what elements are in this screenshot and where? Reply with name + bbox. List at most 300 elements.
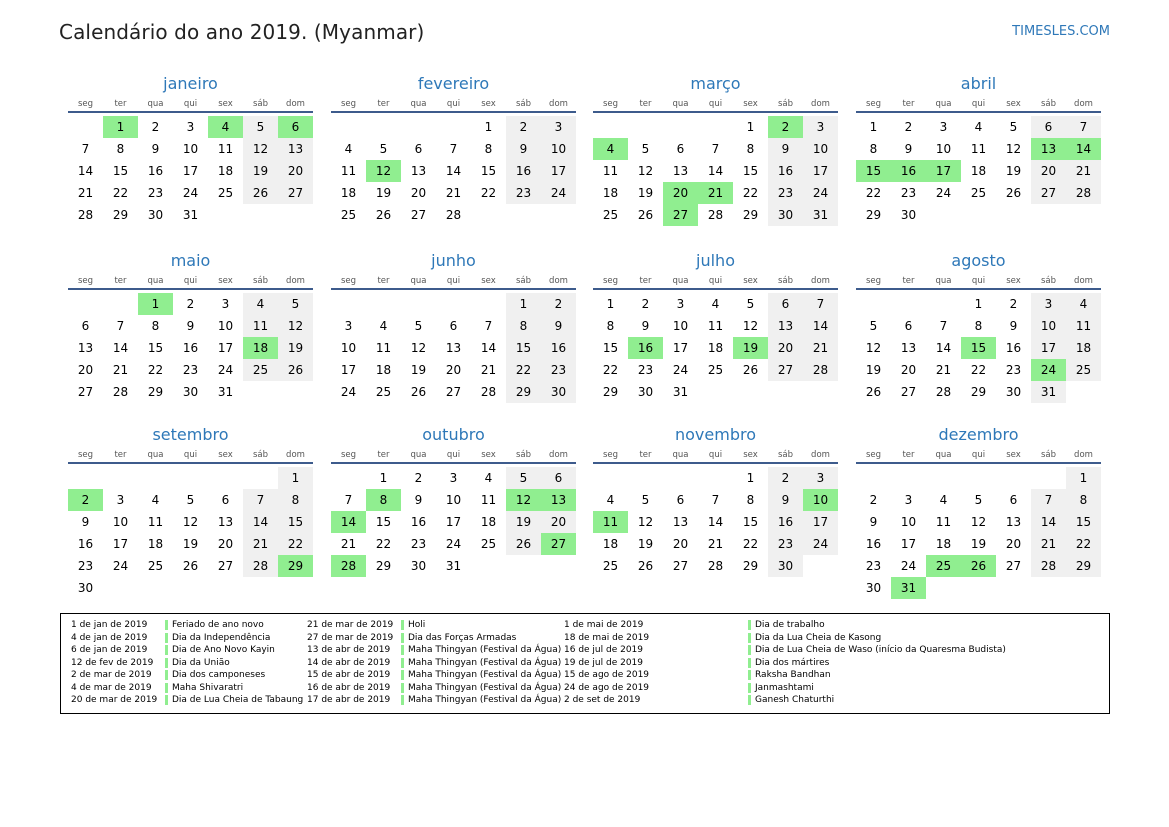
day-cell[interactable]: 4 xyxy=(379,319,388,333)
day-cell[interactable]: 29 xyxy=(1066,555,1101,577)
day-cell[interactable]: 20 xyxy=(217,537,234,551)
day-cell[interactable]: 15 xyxy=(278,511,313,533)
day-cell[interactable]: 19 xyxy=(637,537,654,551)
day-cell[interactable]: 21 xyxy=(445,186,462,200)
day-cell[interactable]: 22 xyxy=(865,186,882,200)
day-cell[interactable]: 27 xyxy=(672,559,689,573)
day-cell[interactable]: 19 xyxy=(375,186,392,200)
day-cell[interactable]: 26 xyxy=(865,385,882,399)
day-cell[interactable]: 31 xyxy=(672,385,689,399)
day-cell[interactable]: 24 xyxy=(803,533,838,555)
day-cell[interactable]: 26 xyxy=(375,208,392,222)
day-cell[interactable]: 19 xyxy=(865,363,882,377)
day-cell[interactable]: 4 xyxy=(939,493,948,507)
holiday-day[interactable]: 4 xyxy=(593,138,628,160)
day-cell[interactable]: 22 xyxy=(375,537,392,551)
day-cell[interactable]: 2 xyxy=(151,120,160,134)
day-cell[interactable]: 21 xyxy=(480,363,497,377)
day-cell[interactable]: 19 xyxy=(506,511,541,533)
day-cell[interactable]: 26 xyxy=(742,363,759,377)
day-cell[interactable]: 22 xyxy=(147,363,164,377)
holiday-day[interactable]: 20 xyxy=(663,182,698,204)
day-cell[interactable]: 3 xyxy=(1031,293,1066,315)
day-cell[interactable]: 13 xyxy=(445,341,462,355)
day-cell[interactable]: 10 xyxy=(445,493,462,507)
day-cell[interactable]: 29 xyxy=(865,208,882,222)
day-cell[interactable]: 27 xyxy=(1031,182,1066,204)
holiday-day[interactable]: 16 xyxy=(891,160,926,182)
day-cell[interactable]: 30 xyxy=(900,208,917,222)
day-cell[interactable]: 21 xyxy=(340,537,357,551)
holiday-day[interactable]: 15 xyxy=(856,160,891,182)
day-cell[interactable]: 23 xyxy=(768,533,803,555)
day-cell[interactable]: 6 xyxy=(449,319,458,333)
day-cell[interactable]: 31 xyxy=(803,204,838,226)
day-cell[interactable]: 25 xyxy=(243,359,278,381)
day-cell[interactable]: 3 xyxy=(803,116,838,138)
day-cell[interactable]: 17 xyxy=(672,341,689,355)
day-cell[interactable]: 28 xyxy=(1066,182,1101,204)
day-cell[interactable]: 29 xyxy=(112,208,129,222)
day-cell[interactable]: 4 xyxy=(974,120,983,134)
holiday-day[interactable]: 10 xyxy=(803,489,838,511)
day-cell[interactable]: 30 xyxy=(541,381,576,403)
day-cell[interactable]: 10 xyxy=(112,515,129,529)
day-cell[interactable]: 20 xyxy=(410,186,427,200)
day-cell[interactable]: 20 xyxy=(1005,537,1022,551)
day-cell[interactable]: 4 xyxy=(484,471,493,485)
day-cell[interactable]: 1 xyxy=(746,471,755,485)
day-cell[interactable]: 24 xyxy=(900,559,917,573)
day-cell[interactable]: 2 xyxy=(414,471,423,485)
holiday-day[interactable]: 19 xyxy=(733,337,768,359)
day-cell[interactable]: 14 xyxy=(112,341,129,355)
day-cell[interactable]: 16 xyxy=(541,337,576,359)
day-cell[interactable]: 7 xyxy=(484,319,493,333)
day-cell[interactable]: 15 xyxy=(1066,511,1101,533)
day-cell[interactable]: 13 xyxy=(672,515,689,529)
day-cell[interactable]: 26 xyxy=(506,533,541,555)
day-cell[interactable]: 31 xyxy=(1031,381,1066,403)
day-cell[interactable]: 1 xyxy=(278,467,313,489)
day-cell[interactable]: 18 xyxy=(602,537,619,551)
day-cell[interactable]: 5 xyxy=(414,319,423,333)
day-cell[interactable]: 11 xyxy=(243,315,278,337)
day-cell[interactable]: 25 xyxy=(147,559,164,573)
day-cell[interactable]: 19 xyxy=(182,537,199,551)
day-cell[interactable]: 10 xyxy=(1031,315,1066,337)
day-cell[interactable]: 22 xyxy=(970,363,987,377)
day-cell[interactable]: 12 xyxy=(637,164,654,178)
day-cell[interactable]: 9 xyxy=(186,319,195,333)
day-cell[interactable]: 10 xyxy=(900,515,917,529)
day-cell[interactable]: 15 xyxy=(480,164,497,178)
day-cell[interactable]: 11 xyxy=(707,319,724,333)
holiday-day[interactable]: 2 xyxy=(68,489,103,511)
day-cell[interactable]: 1 xyxy=(484,120,493,134)
day-cell[interactable]: 15 xyxy=(112,164,129,178)
day-cell[interactable]: 13 xyxy=(410,164,427,178)
day-cell[interactable]: 28 xyxy=(243,555,278,577)
day-cell[interactable]: 24 xyxy=(217,363,234,377)
day-cell[interactable]: 3 xyxy=(904,493,913,507)
day-cell[interactable]: 8 xyxy=(151,319,160,333)
day-cell[interactable]: 6 xyxy=(81,319,90,333)
day-cell[interactable]: 11 xyxy=(340,164,357,178)
day-cell[interactable]: 9 xyxy=(541,315,576,337)
day-cell[interactable]: 21 xyxy=(803,337,838,359)
day-cell[interactable]: 23 xyxy=(182,363,199,377)
day-cell[interactable]: 21 xyxy=(243,533,278,555)
day-cell[interactable]: 13 xyxy=(278,138,313,160)
day-cell[interactable]: 15 xyxy=(506,337,541,359)
day-cell[interactable]: 12 xyxy=(970,515,987,529)
day-cell[interactable]: 16 xyxy=(147,164,164,178)
day-cell[interactable]: 26 xyxy=(410,385,427,399)
day-cell[interactable]: 7 xyxy=(344,493,353,507)
day-cell[interactable]: 25 xyxy=(340,208,357,222)
day-cell[interactable]: 14 xyxy=(77,164,94,178)
holiday-day[interactable]: 15 xyxy=(961,337,996,359)
holiday-day[interactable]: 12 xyxy=(506,489,541,511)
day-cell[interactable]: 11 xyxy=(375,341,392,355)
day-cell[interactable]: 14 xyxy=(803,315,838,337)
day-cell[interactable]: 23 xyxy=(541,359,576,381)
day-cell[interactable]: 17 xyxy=(217,341,234,355)
day-cell[interactable]: 31 xyxy=(217,385,234,399)
day-cell[interactable]: 23 xyxy=(865,559,882,573)
day-cell[interactable]: 18 xyxy=(707,341,724,355)
day-cell[interactable]: 29 xyxy=(970,385,987,399)
holiday-day[interactable]: 25 xyxy=(926,555,961,577)
day-cell[interactable]: 5 xyxy=(243,116,278,138)
day-cell[interactable]: 5 xyxy=(641,493,650,507)
holiday-day[interactable]: 16 xyxy=(628,337,663,359)
day-cell[interactable]: 30 xyxy=(637,385,654,399)
day-cell[interactable]: 11 xyxy=(602,164,619,178)
day-cell[interactable]: 9 xyxy=(414,493,423,507)
day-cell[interactable]: 11 xyxy=(935,515,952,529)
day-cell[interactable]: 1 xyxy=(606,297,615,311)
day-cell[interactable]: 22 xyxy=(742,537,759,551)
day-cell[interactable]: 25 xyxy=(480,537,497,551)
day-cell[interactable]: 28 xyxy=(707,208,724,222)
day-cell[interactable]: 8 xyxy=(278,489,313,511)
day-cell[interactable]: 17 xyxy=(1031,337,1066,359)
day-cell[interactable]: 30 xyxy=(1005,385,1022,399)
day-cell[interactable]: 28 xyxy=(445,208,462,222)
day-cell[interactable]: 24 xyxy=(803,182,838,204)
day-cell[interactable]: 11 xyxy=(147,515,164,529)
day-cell[interactable]: 27 xyxy=(768,359,803,381)
day-cell[interactable]: 9 xyxy=(506,138,541,160)
day-cell[interactable]: 28 xyxy=(480,385,497,399)
day-cell[interactable]: 7 xyxy=(81,142,90,156)
holiday-day[interactable]: 21 xyxy=(698,182,733,204)
day-cell[interactable]: 29 xyxy=(147,385,164,399)
day-cell[interactable]: 12 xyxy=(243,138,278,160)
holiday-day[interactable]: 26 xyxy=(961,555,996,577)
day-cell[interactable]: 9 xyxy=(81,515,90,529)
day-cell[interactable]: 25 xyxy=(375,385,392,399)
day-cell[interactable]: 30 xyxy=(410,559,427,573)
day-cell[interactable]: 25 xyxy=(602,559,619,573)
day-cell[interactable]: 5 xyxy=(641,142,650,156)
day-cell[interactable]: 30 xyxy=(865,581,882,595)
holiday-day[interactable]: 4 xyxy=(208,116,243,138)
day-cell[interactable]: 19 xyxy=(1005,164,1022,178)
day-cell[interactable]: 15 xyxy=(742,515,759,529)
day-cell[interactable]: 5 xyxy=(379,142,388,156)
day-cell[interactable]: 16 xyxy=(768,160,803,182)
day-cell[interactable]: 17 xyxy=(112,537,129,551)
day-cell[interactable]: 26 xyxy=(182,559,199,573)
holiday-day[interactable]: 1 xyxy=(138,293,173,315)
day-cell[interactable]: 9 xyxy=(768,138,803,160)
day-cell[interactable]: 19 xyxy=(970,537,987,551)
holiday-day[interactable]: 6 xyxy=(278,116,313,138)
day-cell[interactable]: 26 xyxy=(243,182,278,204)
day-cell[interactable]: 7 xyxy=(711,142,720,156)
day-cell[interactable]: 2 xyxy=(904,120,913,134)
day-cell[interactable]: 6 xyxy=(676,493,685,507)
day-cell[interactable]: 13 xyxy=(672,164,689,178)
day-cell[interactable]: 9 xyxy=(1009,319,1018,333)
day-cell[interactable]: 3 xyxy=(803,467,838,489)
day-cell[interactable]: 6 xyxy=(904,319,913,333)
day-cell[interactable]: 1 xyxy=(1066,467,1101,489)
day-cell[interactable]: 4 xyxy=(243,293,278,315)
holiday-day[interactable]: 28 xyxy=(331,555,366,577)
day-cell[interactable]: 8 xyxy=(746,142,755,156)
day-cell[interactable]: 24 xyxy=(340,385,357,399)
holiday-day[interactable]: 31 xyxy=(891,577,926,599)
day-cell[interactable]: 23 xyxy=(147,186,164,200)
holiday-day[interactable]: 27 xyxy=(663,204,698,226)
day-cell[interactable]: 23 xyxy=(410,537,427,551)
day-cell[interactable]: 14 xyxy=(445,164,462,178)
day-cell[interactable]: 14 xyxy=(935,341,952,355)
holiday-day[interactable]: 14 xyxy=(331,511,366,533)
day-cell[interactable]: 25 xyxy=(217,186,234,200)
day-cell[interactable]: 20 xyxy=(445,363,462,377)
day-cell[interactable]: 18 xyxy=(1066,337,1101,359)
day-cell[interactable]: 10 xyxy=(182,142,199,156)
day-cell[interactable]: 8 xyxy=(116,142,125,156)
day-cell[interactable]: 1 xyxy=(869,120,878,134)
day-cell[interactable]: 4 xyxy=(711,297,720,311)
day-cell[interactable]: 3 xyxy=(221,297,230,311)
day-cell[interactable]: 14 xyxy=(243,511,278,533)
day-cell[interactable]: 17 xyxy=(182,164,199,178)
day-cell[interactable]: 9 xyxy=(768,489,803,511)
day-cell[interactable]: 30 xyxy=(182,385,199,399)
day-cell[interactable]: 23 xyxy=(506,182,541,204)
day-cell[interactable]: 13 xyxy=(768,315,803,337)
day-cell[interactable]: 20 xyxy=(672,537,689,551)
holiday-day[interactable]: 8 xyxy=(366,489,401,511)
day-cell[interactable]: 15 xyxy=(375,515,392,529)
day-cell[interactable]: 6 xyxy=(1031,116,1066,138)
day-cell[interactable]: 20 xyxy=(900,363,917,377)
day-cell[interactable]: 17 xyxy=(541,160,576,182)
day-cell[interactable]: 5 xyxy=(869,319,878,333)
day-cell[interactable]: 28 xyxy=(935,385,952,399)
day-cell[interactable]: 24 xyxy=(541,182,576,204)
day-cell[interactable]: 3 xyxy=(449,471,458,485)
day-cell[interactable]: 8 xyxy=(606,319,615,333)
day-cell[interactable]: 12 xyxy=(410,341,427,355)
day-cell[interactable]: 21 xyxy=(1066,160,1101,182)
day-cell[interactable]: 2 xyxy=(506,116,541,138)
day-cell[interactable]: 25 xyxy=(602,208,619,222)
day-cell[interactable]: 18 xyxy=(935,537,952,551)
day-cell[interactable]: 9 xyxy=(151,142,160,156)
day-cell[interactable]: 4 xyxy=(606,493,615,507)
day-cell[interactable]: 1 xyxy=(506,293,541,315)
day-cell[interactable]: 8 xyxy=(869,142,878,156)
day-cell[interactable]: 28 xyxy=(77,208,94,222)
day-cell[interactable]: 27 xyxy=(217,559,234,573)
day-cell[interactable]: 17 xyxy=(803,511,838,533)
day-cell[interactable]: 29 xyxy=(375,559,392,573)
day-cell[interactable]: 28 xyxy=(707,559,724,573)
day-cell[interactable]: 23 xyxy=(900,186,917,200)
day-cell[interactable]: 10 xyxy=(541,138,576,160)
day-cell[interactable]: 7 xyxy=(803,293,838,315)
day-cell[interactable]: 16 xyxy=(1005,341,1022,355)
day-cell[interactable]: 5 xyxy=(974,493,983,507)
day-cell[interactable]: 8 xyxy=(506,315,541,337)
day-cell[interactable]: 7 xyxy=(939,319,948,333)
day-cell[interactable]: 4 xyxy=(1066,293,1101,315)
day-cell[interactable]: 9 xyxy=(641,319,650,333)
holiday-day[interactable]: 13 xyxy=(541,489,576,511)
day-cell[interactable]: 31 xyxy=(182,208,199,222)
day-cell[interactable]: 6 xyxy=(1009,493,1018,507)
day-cell[interactable]: 24 xyxy=(935,186,952,200)
day-cell[interactable]: 16 xyxy=(410,515,427,529)
day-cell[interactable]: 3 xyxy=(541,116,576,138)
day-cell[interactable]: 14 xyxy=(480,341,497,355)
day-cell[interactable]: 13 xyxy=(77,341,94,355)
day-cell[interactable]: 10 xyxy=(803,138,838,160)
day-cell[interactable]: 6 xyxy=(676,142,685,156)
day-cell[interactable]: 19 xyxy=(637,186,654,200)
day-cell[interactable]: 11 xyxy=(480,493,497,507)
day-cell[interactable]: 29 xyxy=(602,385,619,399)
day-cell[interactable]: 3 xyxy=(676,297,685,311)
day-cell[interactable]: 27 xyxy=(445,385,462,399)
day-cell[interactable]: 13 xyxy=(900,341,917,355)
day-cell[interactable]: 9 xyxy=(904,142,913,156)
day-cell[interactable]: 22 xyxy=(278,533,313,555)
day-cell[interactable]: 5 xyxy=(1009,120,1018,134)
day-cell[interactable]: 7 xyxy=(116,319,125,333)
day-cell[interactable]: 16 xyxy=(506,160,541,182)
day-cell[interactable]: 6 xyxy=(221,493,230,507)
day-cell[interactable]: 22 xyxy=(1066,533,1101,555)
holiday-day[interactable]: 17 xyxy=(926,160,961,182)
day-cell[interactable]: 16 xyxy=(768,511,803,533)
day-cell[interactable]: 16 xyxy=(182,341,199,355)
day-cell[interactable]: 17 xyxy=(445,515,462,529)
day-cell[interactable]: 7 xyxy=(711,493,720,507)
day-cell[interactable]: 1 xyxy=(746,120,755,134)
day-cell[interactable]: 11 xyxy=(970,142,987,156)
day-cell[interactable]: 8 xyxy=(974,319,983,333)
holiday-day[interactable]: 29 xyxy=(278,555,313,577)
day-cell[interactable]: 2 xyxy=(869,493,878,507)
day-cell[interactable]: 2 xyxy=(768,467,803,489)
day-cell[interactable]: 10 xyxy=(340,341,357,355)
day-cell[interactable]: 3 xyxy=(116,493,125,507)
day-cell[interactable]: 6 xyxy=(541,467,576,489)
day-cell[interactable]: 27 xyxy=(278,182,313,204)
holiday-day[interactable]: 24 xyxy=(1031,359,1066,381)
day-cell[interactable]: 22 xyxy=(602,363,619,377)
day-cell[interactable]: 22 xyxy=(506,359,541,381)
holiday-day[interactable]: 13 xyxy=(1031,138,1066,160)
day-cell[interactable]: 13 xyxy=(1005,515,1022,529)
day-cell[interactable]: 9 xyxy=(869,515,878,529)
day-cell[interactable]: 14 xyxy=(1031,511,1066,533)
day-cell[interactable]: 24 xyxy=(182,186,199,200)
day-cell[interactable]: 18 xyxy=(602,186,619,200)
day-cell[interactable]: 15 xyxy=(742,164,759,178)
day-cell[interactable]: 20 xyxy=(768,337,803,359)
holiday-day[interactable]: 14 xyxy=(1066,138,1101,160)
day-cell[interactable]: 18 xyxy=(147,537,164,551)
day-cell[interactable]: 3 xyxy=(344,319,353,333)
day-cell[interactable]: 12 xyxy=(182,515,199,529)
day-cell[interactable]: 22 xyxy=(112,186,129,200)
day-cell[interactable]: 7 xyxy=(1066,116,1101,138)
day-cell[interactable]: 16 xyxy=(865,537,882,551)
day-cell[interactable]: 23 xyxy=(77,559,94,573)
day-cell[interactable]: 14 xyxy=(707,164,724,178)
day-cell[interactable]: 8 xyxy=(484,142,493,156)
day-cell[interactable]: 24 xyxy=(112,559,129,573)
holiday-day[interactable]: 2 xyxy=(768,116,803,138)
day-cell[interactable]: 31 xyxy=(445,559,462,573)
day-cell[interactable]: 20 xyxy=(541,511,576,533)
day-cell[interactable]: 22 xyxy=(742,186,759,200)
day-cell[interactable]: 27 xyxy=(77,385,94,399)
day-cell[interactable]: 23 xyxy=(1005,363,1022,377)
day-cell[interactable]: 12 xyxy=(1005,142,1022,156)
day-cell[interactable]: 21 xyxy=(935,363,952,377)
day-cell[interactable]: 7 xyxy=(1031,489,1066,511)
day-cell[interactable]: 21 xyxy=(77,186,94,200)
day-cell[interactable]: 26 xyxy=(1005,186,1022,200)
day-cell[interactable]: 16 xyxy=(77,537,94,551)
day-cell[interactable]: 2 xyxy=(541,293,576,315)
day-cell[interactable]: 29 xyxy=(742,559,759,573)
day-cell[interactable]: 1 xyxy=(974,297,983,311)
day-cell[interactable]: 18 xyxy=(375,363,392,377)
day-cell[interactable]: 11 xyxy=(1066,315,1101,337)
day-cell[interactable]: 20 xyxy=(278,160,313,182)
day-cell[interactable]: 26 xyxy=(637,208,654,222)
day-cell[interactable]: 8 xyxy=(746,493,755,507)
day-cell[interactable]: 28 xyxy=(1031,555,1066,577)
day-cell[interactable]: 21 xyxy=(1031,533,1066,555)
brand-link[interactable]: TIMESLES.COM xyxy=(1012,24,1110,39)
day-cell[interactable]: 7 xyxy=(243,489,278,511)
day-cell[interactable]: 6 xyxy=(768,293,803,315)
day-cell[interactable]: 1 xyxy=(379,471,388,485)
